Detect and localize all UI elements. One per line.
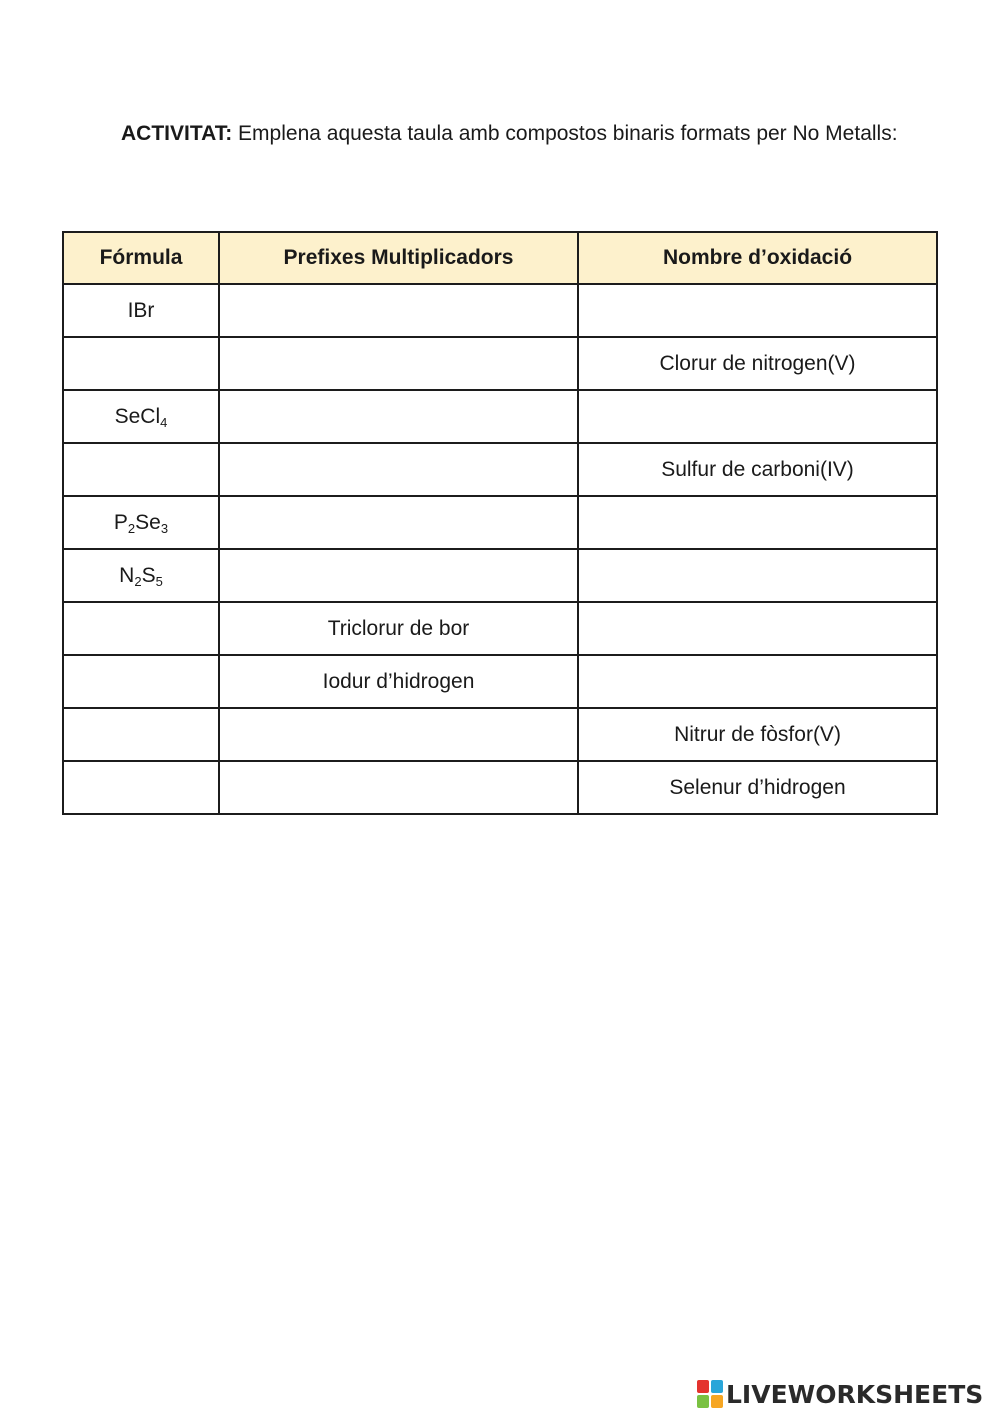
logo-square-orange <box>711 1395 723 1408</box>
table-row <box>63 284 937 337</box>
formula-text: S <box>141 563 156 587</box>
formula-cell[interactable] <box>63 655 219 708</box>
prefix-cell[interactable] <box>219 443 578 496</box>
oxidation-cell[interactable] <box>578 284 937 337</box>
activity-label: ACTIVITAT: <box>121 122 233 145</box>
oxidation-cell[interactable] <box>578 655 937 708</box>
formula-cell <box>63 390 219 443</box>
oxidation-cell: Clorur de nitrogen(V) <box>578 337 937 390</box>
table-row <box>63 390 937 443</box>
formula-cell[interactable] <box>63 337 219 390</box>
prefix-cell: Iodur d’hidrogen <box>219 655 578 708</box>
formula-subscript: 2 <box>127 520 136 536</box>
oxidation-cell[interactable] <box>578 549 937 602</box>
liveworksheets-logo-icon <box>697 1380 723 1408</box>
formula-text: SeCl <box>114 404 161 428</box>
prefix-cell[interactable] <box>219 390 578 443</box>
formula-cell[interactable] <box>63 443 219 496</box>
prefix-cell[interactable] <box>219 284 578 337</box>
formula-subscript: 3 <box>160 520 169 536</box>
formula-text: Se <box>135 510 161 534</box>
formula-text: N <box>119 563 135 587</box>
formula-subscript: 5 <box>155 573 163 589</box>
formula-cell[interactable] <box>63 708 219 761</box>
oxidation-cell[interactable] <box>578 390 937 443</box>
prefix-cell[interactable] <box>219 549 578 602</box>
table-row <box>63 549 937 602</box>
table-row <box>63 708 937 761</box>
prefix-cell: Triclorur de bor <box>219 602 578 655</box>
header-oxidation: Nombre d’oxidació <box>578 232 937 284</box>
header-prefixes: Prefixes Multiplicadors <box>219 232 578 284</box>
logo-square-green <box>697 1395 709 1408</box>
oxidation-cell: Nitrur de fòsfor(V) <box>578 708 937 761</box>
table-row <box>63 337 937 390</box>
table-header-row <box>63 232 937 284</box>
activity-instruction <box>121 118 901 150</box>
prefix-cell[interactable] <box>219 337 578 390</box>
prefix-cell[interactable] <box>219 708 578 761</box>
table-body <box>63 284 937 814</box>
oxidation-cell[interactable] <box>578 496 937 549</box>
brand-text: LIVEWORKSHEETS <box>726 1379 984 1409</box>
formula-cell[interactable] <box>63 761 219 814</box>
oxidation-cell: Selenur d’hidrogen <box>578 761 937 814</box>
formula-cell[interactable] <box>63 602 219 655</box>
formula-subscript: 4 <box>160 414 168 430</box>
formula-cell <box>63 496 219 549</box>
table-row <box>63 443 937 496</box>
formula-text: IBr <box>127 298 155 322</box>
formula-text: P <box>113 510 128 534</box>
logo-square-red <box>697 1380 709 1393</box>
prefix-cell[interactable] <box>219 761 578 814</box>
table-row <box>63 655 937 708</box>
oxidation-cell: Sulfur de carboni(IV) <box>578 443 937 496</box>
liveworksheets-brand <box>697 1377 983 1411</box>
table-row <box>63 761 937 814</box>
formula-cell <box>63 549 219 602</box>
formula-subscript: 2 <box>134 573 142 589</box>
compounds-table <box>62 231 938 815</box>
table-row <box>63 496 937 549</box>
activity-text: Emplena aquesta taula amb compostos binaris formats per No Metalls: <box>232 122 898 145</box>
oxidation-cell[interactable] <box>578 602 937 655</box>
formula-cell <box>63 284 219 337</box>
table-row <box>63 602 937 655</box>
prefix-cell[interactable] <box>219 496 578 549</box>
header-formula: Fórmula <box>63 232 219 284</box>
logo-square-blue <box>711 1380 723 1393</box>
